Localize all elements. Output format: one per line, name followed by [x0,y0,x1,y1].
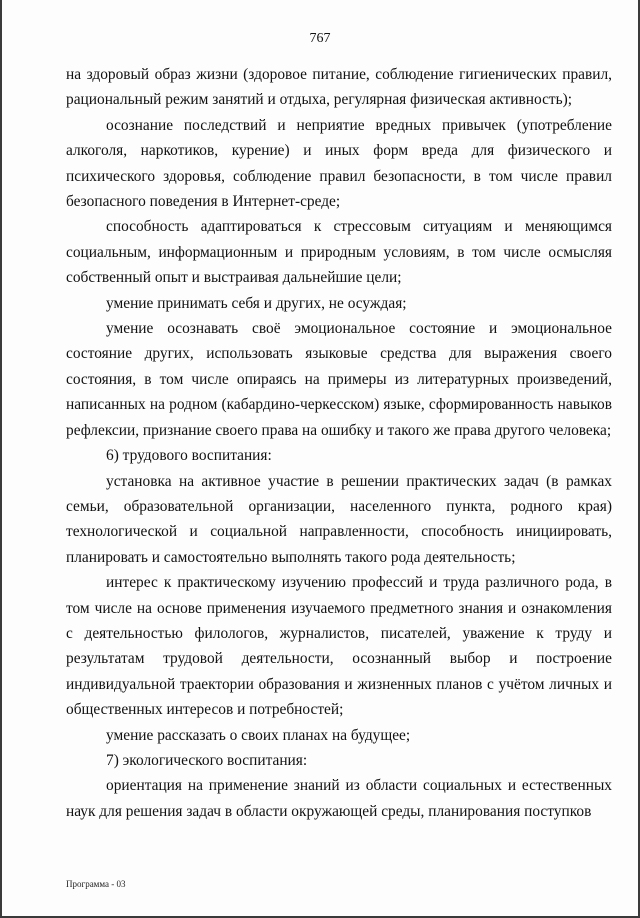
paragraph-interest-in-professions: интерес к практическому изучению профессий и труда различного рода, в том числе на основе применения изучаемого предметного знания и ознакомления с деятельностью филологов, журналистов, писателей, уважение к труду и результатам трудовой деятельности, осознанный выбор и построение индивидуальной траектории образования и жизненных планов с учётом личных и общественных интересов и потребностей; [66,574,612,719]
paragraph-harmful-habits: осознание последствий и неприятие вредных привычек (употребление алкоголя, наркотиков, курение) и иных форм вреда для физического и психического здоровья, соблюдение правил безопасности, в том числе правил безопасного поведения в Интернет-среде; [66,116,612,211]
paragraph-emotional-awareness: умение осознавать своё эмоциональное состояние и эмоциональное состояние других, использовать языковые средства для выражения своего состояния, в том числе опираясь на примеры из литературных произведений, написанных на родном (кабардино-черкесском) языке, сформированность навыков рефлексии, признание своего права на ошибку и такого же права другого человека; [66,320,612,439]
paragraph-healthy-lifestyle-continuation: на здоровый образ жизни (здоровое питание, соблюдение гигиенических правил, рациональный режим занятий и отдыха, регулярная физическая активность); [66,66,612,109]
paragraph-active-participation: установка на активное участие в решении практических задач (в рамках семьи, образовательной организации, населенного пункта, родного края) технологической и социальной направленности, способность инициировать, планировать и самостоятельно выполнять такого рода деятельность; [66,472,612,566]
body-text [66,62,612,824]
footer-program-label: Программа - 03 [66,879,126,889]
paragraph-stress-adaptation: способность адаптироваться к стрессовым ситуациям и меняющимся социальным, информационным и природным условиям, в том числе осмысляя собственный опыт и выстраивая дальнейшие цели; [66,218,612,287]
scan-left-edge [0,0,2,918]
heading-labor-education: 6) трудового воспитания: [106,447,272,465]
paragraph-self-acceptance: умение принимать себя и других, не осуждая; [106,294,407,312]
page-number: 767 [309,31,331,46]
paragraph-future-plans: умение рассказать о своих планах на будущее; [106,726,411,744]
heading-ecological-education: 7) экологического воспитания: [106,751,308,769]
paragraph-knowledge-orientation: ориентация на применение знаний из области социальных и естественных наук для решения задач в области окружающей среды, планирования поступков [66,777,612,820]
